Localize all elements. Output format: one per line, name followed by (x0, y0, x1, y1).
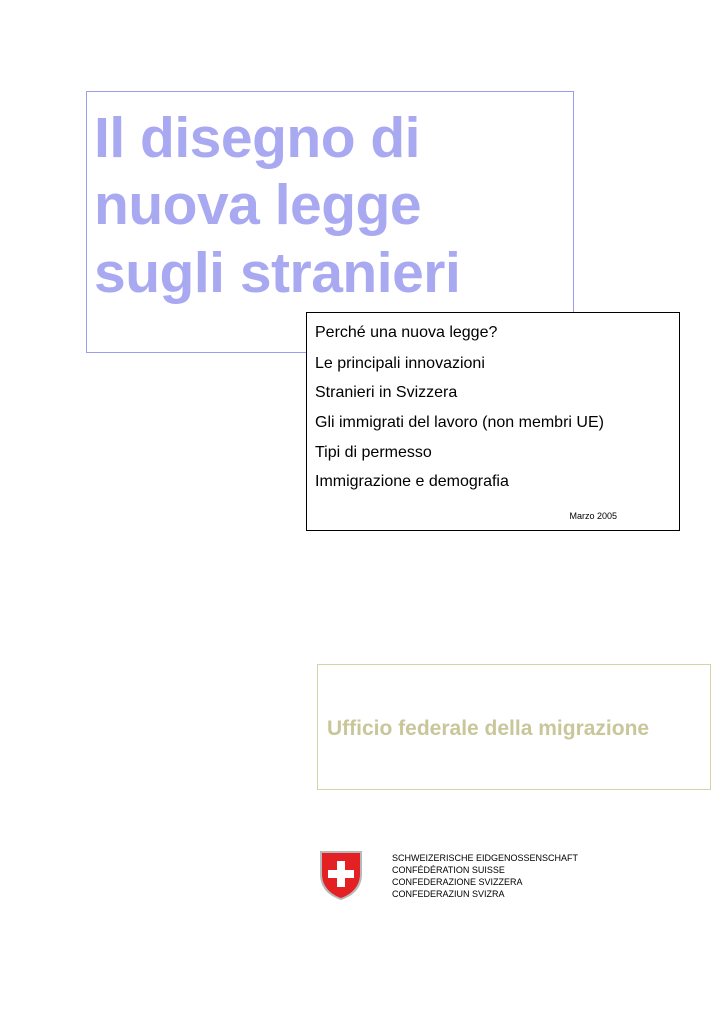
swiss-cross-shield-icon (317, 848, 365, 902)
contents-item: Le principali innovazioni (315, 355, 485, 372)
contents-item: Gli immigrati del lavoro (non membri UE) (315, 414, 604, 431)
document-title-line-2: nuova legge (94, 173, 422, 237)
confederation-name-de: SCHWEIZERISCHE EIDGENOSSENSCHAFT (392, 853, 579, 863)
contents-box (306, 312, 680, 531)
confederation-name-it: CONFEDERAZIONE SVIZZERA (392, 877, 523, 887)
office-box (317, 664, 711, 790)
confederation-name-rm: CONFEDERAZIUN SVIZRA (392, 889, 505, 899)
contents-item: Stranieri in Svizzera (315, 384, 458, 401)
contents-item: Immigrazione e demografia (315, 473, 509, 490)
document-title-line-1: Il disegno di (94, 106, 421, 170)
confederation-names (392, 852, 578, 900)
office-name: Ufficio federale della migrazione (327, 717, 650, 740)
contents-item: Tipi di permesso (315, 444, 432, 461)
confederation-name-fr: CONFÉDÉRATION SUISSE (392, 865, 505, 875)
contents-item: Perché una nuova legge? (315, 324, 498, 341)
publication-date: Marzo 2005 (569, 511, 617, 521)
document-title-line-3: sugli stranieri (94, 241, 461, 305)
